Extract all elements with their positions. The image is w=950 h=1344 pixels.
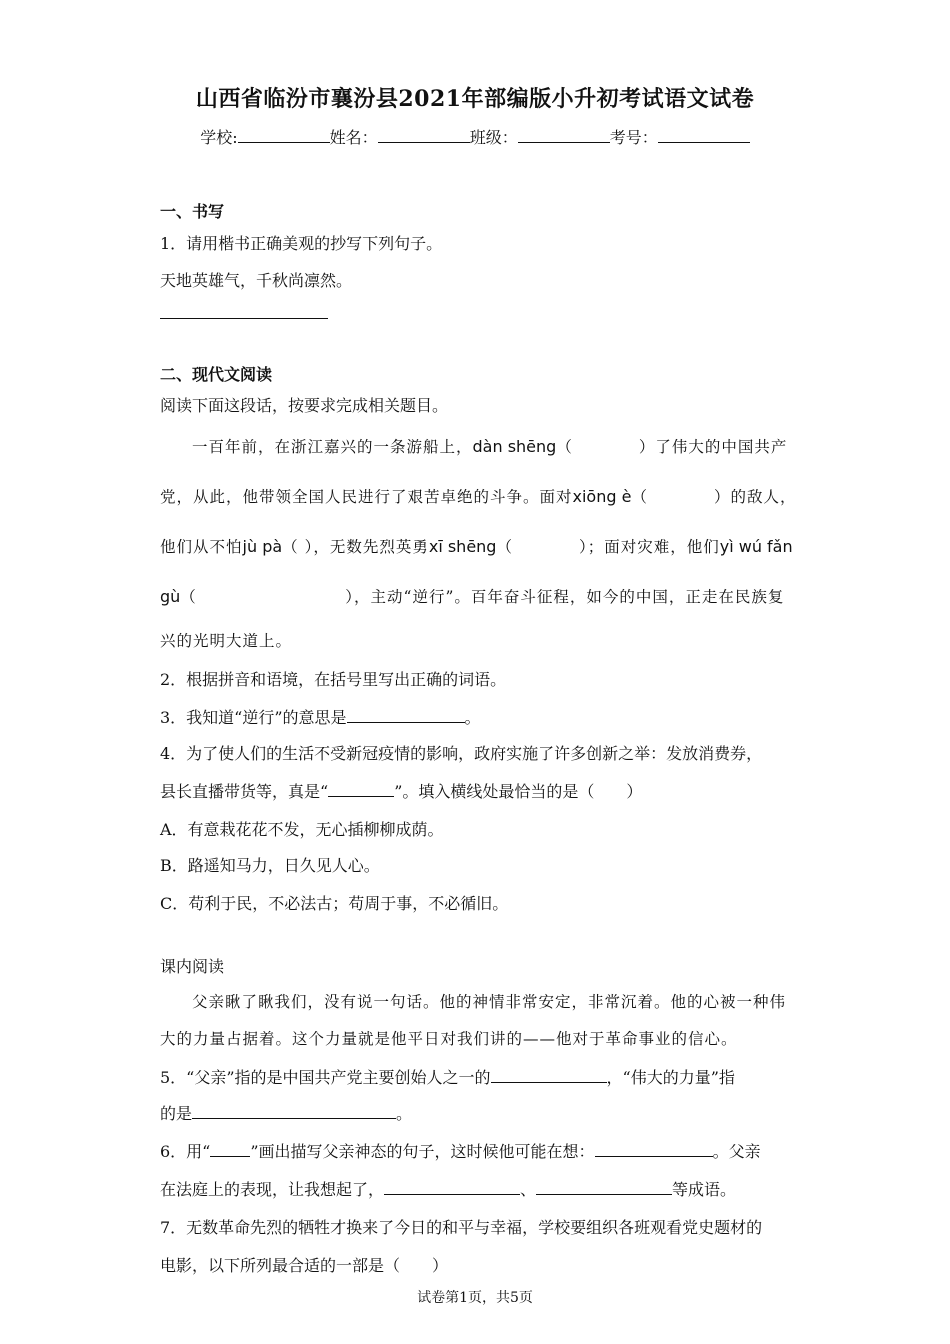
question-2: 2．根据拼音和语境，在括号里写出正确的词语。 [160,670,507,689]
name-label: 姓名： [329,128,378,147]
reading-intro: 阅读下面这段话，按要求完成相关题目。 [160,396,449,415]
copy-answer-line[interactable] [160,318,328,319]
copy-sentence: 天地英雄气，千秋尚凛然。 [160,271,353,290]
passage-line-5: 兴的光明大道上。 [160,632,293,650]
name-field[interactable] [378,128,470,143]
page-footer: 试卷第1页，共5页 [417,1290,533,1306]
q3-answer-blank[interactable] [347,708,465,723]
question-3: 3．我知道“逆行”的意思是 。 [160,708,481,727]
question-5-line-1: 5．“父亲”指的是中国共产党主要创始人之一的 ，“伟大的力量”指 [160,1068,735,1087]
school-label: 学校: [200,128,238,147]
passage-line-1: 一百年前，在浙江嘉兴的一条游船上，dàn shēng（ ）了伟大的中国共产 [192,437,788,456]
pinyin-dansheng: dàn shēng [472,437,557,456]
question-7-line-1: 7．无数革命先烈的牺牲才换来了今日的和平与幸福，学校要组织各班观看党史题材的 [160,1218,763,1237]
question-5-line-2: 的是 。 [160,1104,413,1123]
class-field[interactable] [518,128,610,143]
pinyin-gu: gù [160,587,181,606]
passage-line-3: 他们从不怕jù pà（ ），无数先烈英勇xī shēng（ ）；面对灾难，他们yì wú fǎn [160,537,793,556]
number-field[interactable] [658,128,750,143]
pinyin-xisheng: xī shēng [428,537,497,556]
passage-line-4: gù（ ），主动“逆行”。百年奋斗征程，如今的中国，正走在民族复 [160,587,785,606]
q4-idiom-blank [328,782,394,797]
reading-label: 课内阅读 [160,957,225,976]
question-6-line-1: 6．用“ ”画出描写父亲神态的句子，这时候他可能在想： 。父亲 [160,1142,761,1161]
school-field[interactable] [238,128,330,143]
pinyin-jupa: jù pà [242,537,283,556]
option-b[interactable]: B．路遥知马力，日久见人心。 [160,856,380,875]
question-4-line-1: 4．为了使人们的生活不受新冠疫情的影响，政府实施了许多创新之举：发放消费券， [160,744,763,763]
exam-title: 山西省临汾市襄汾县2021年部编版小升初考试语文试卷 [195,86,755,112]
q6-idiom-blank-1[interactable] [384,1180,520,1195]
q5-founder-blank[interactable] [491,1068,607,1083]
option-c[interactable]: C．苟利于民，不必法古；苟周于事，不必循旧。 [160,894,509,913]
q5-power-blank[interactable] [192,1104,396,1119]
reading-passage-line-1: 父亲瞅了瞅我们，没有说一句话。他的神情非常安定，非常沉着。他的心被一种伟 [192,993,787,1011]
number-label: 考号： [609,128,658,147]
q6-thought-blank[interactable] [595,1142,713,1157]
section-1-heading: 一、书写 [160,202,225,221]
student-info-line [0,125,950,148]
question-6-line-2: 在法庭上的表现，让我想起了， 、 等成语。 [160,1180,737,1199]
reading-passage-line-2: 大的力量占据着。这个力量就是他平日对我们讲的——他对于革命事业的信心。 [160,1030,738,1048]
question-7-line-2: 电影，以下所列最合适的一部是（ ） [160,1256,449,1275]
option-a[interactable]: A．有意栽花花不发，无心插柳柳成荫。 [160,820,444,839]
question-1: 1．请用楷书正确美观的抄写下列句子。 [160,234,443,253]
q6-idiom-blank-2[interactable] [536,1180,672,1195]
question-4-line-2: 县长直播带货等，真是“ ”。填入横线处最恰当的是（ ） [160,782,643,801]
section-2-heading: 二、现代文阅读 [160,365,273,384]
pinyin-xionge: xiōng è [572,487,632,506]
pinyin-yiwufan: yì wú fǎn [719,537,793,556]
q6-mark-sample [210,1142,250,1157]
passage-line-2: 党，从此，他带领全国人民进行了艰苦卓绝的斗争。面对xiōng è（ ）的敌人， [160,487,797,506]
class-label: 班级： [469,128,518,147]
